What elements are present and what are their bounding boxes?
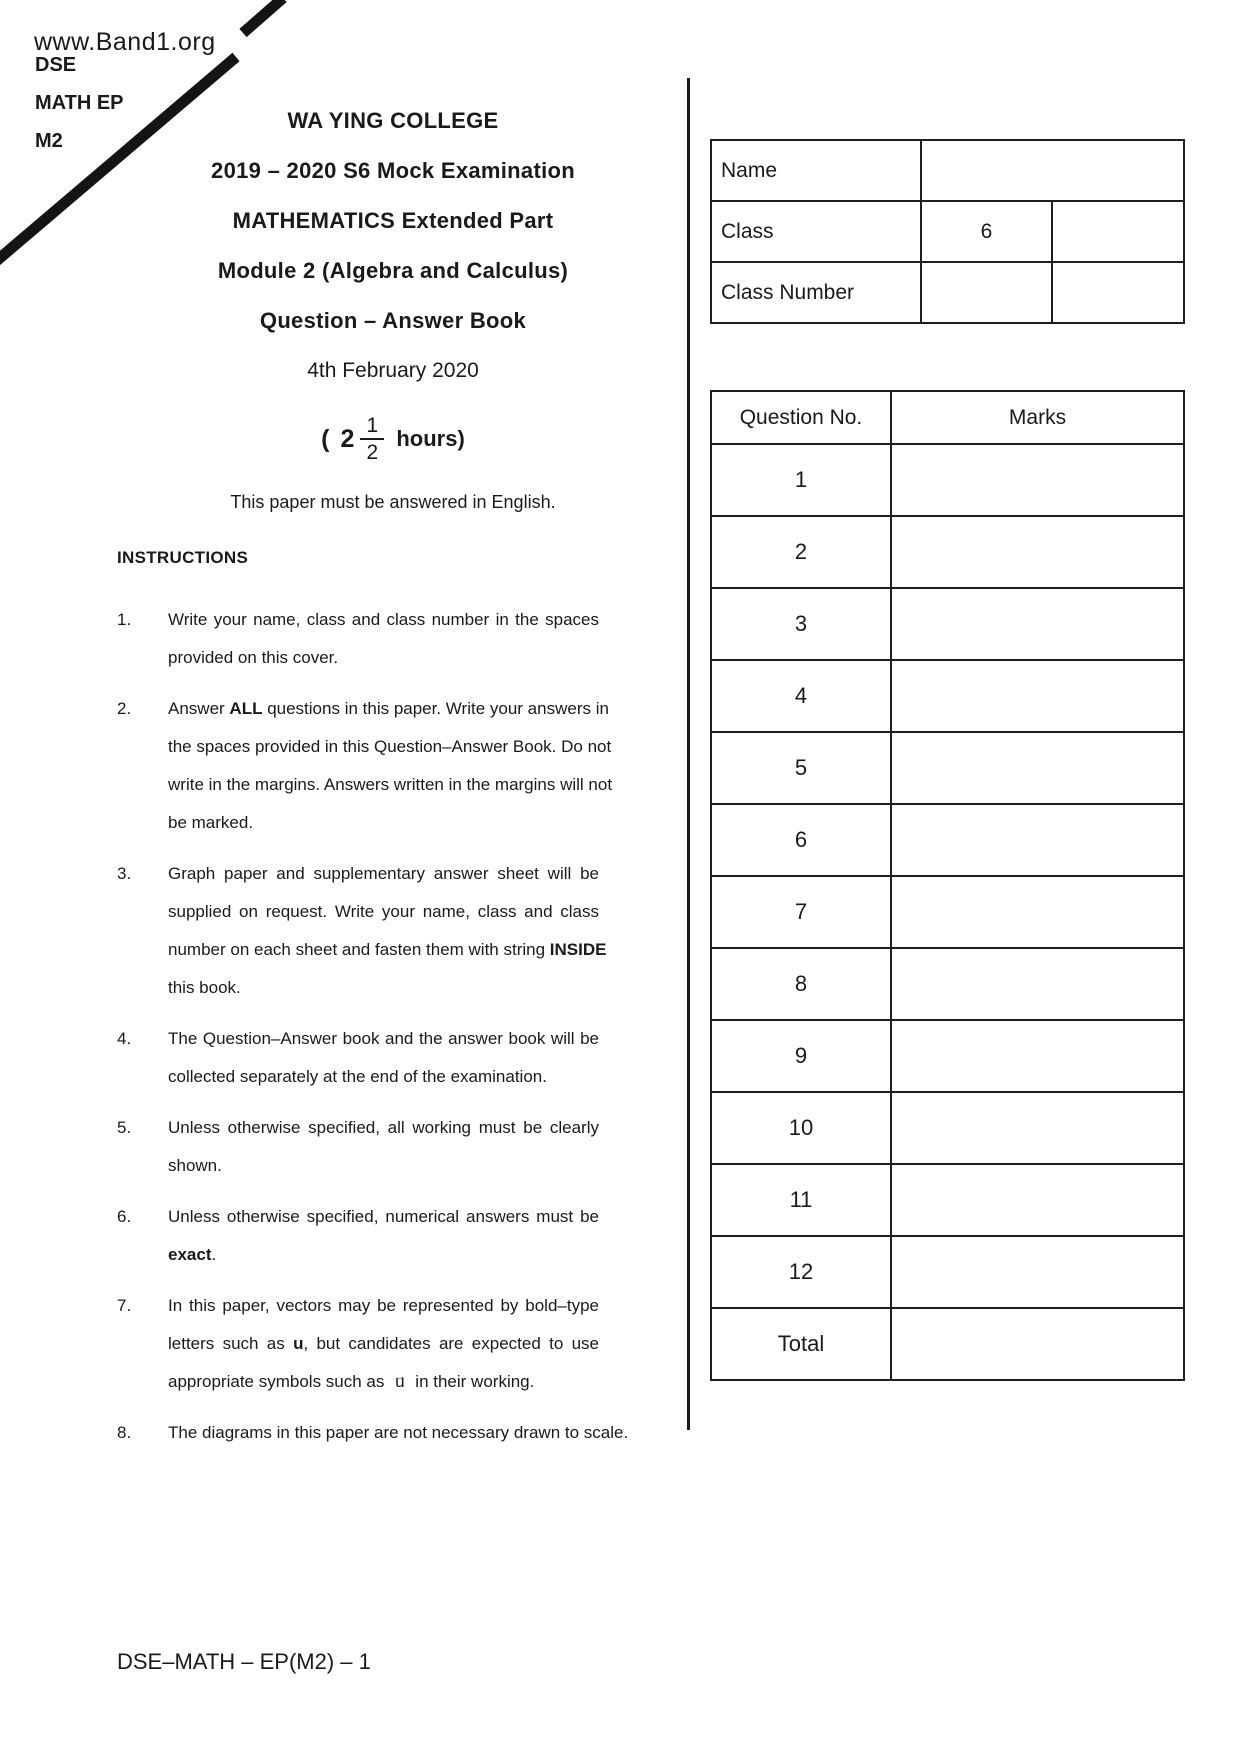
marks-row [711, 588, 1184, 660]
info-row-class-number [711, 262, 1184, 323]
question-number-cell: 12 [711, 1236, 891, 1308]
instruction-text: In this paper, vectors may be represented by bold–type letters such as u, but candidates are expected to use appropriate symbols such as → u in their working. [168, 1287, 599, 1401]
question-number-cell: 4 [711, 660, 891, 732]
marks-value-cell [891, 516, 1184, 588]
instructions-list [117, 601, 629, 1452]
instruction-item [117, 690, 613, 842]
question-no-header: Question No. [711, 391, 891, 444]
question-number-cell: 6 [711, 804, 891, 876]
info-row-name [711, 140, 1184, 201]
question-number-cell: 1 [711, 444, 891, 516]
instruction-item [117, 1414, 629, 1452]
question-number-cell: 3 [711, 588, 891, 660]
marks-row [711, 1092, 1184, 1164]
exam-code-dse: DSE [35, 54, 77, 76]
class-label: Class [711, 201, 921, 262]
marks-row [711, 876, 1184, 948]
exam-code-subject: MATH EP [35, 92, 124, 114]
class-extra-cell [1052, 201, 1184, 262]
instruction-number: 7. [117, 1296, 132, 1315]
marks-row [711, 660, 1184, 732]
class-value-cell: 6 [921, 201, 1052, 262]
instruction-item [117, 601, 599, 677]
marks-value-cell [891, 804, 1184, 876]
module-title: Module 2 (Algebra and Calculus) [217, 258, 569, 283]
instruction-number: 6. [117, 1207, 132, 1226]
instructions-heading: INSTRUCTIONS [117, 548, 249, 567]
marks-row [711, 732, 1184, 804]
fraction-denominator: 2 [360, 438, 384, 465]
instruction-text: Write your name, class and class number in the spaces provided on this cover. [168, 610, 599, 667]
marks-value-cell [891, 1164, 1184, 1236]
instruction-item [117, 1198, 599, 1274]
marks-row [711, 516, 1184, 588]
marks-row [711, 1164, 1184, 1236]
instruction-number: 4. [117, 1029, 132, 1048]
class-number-value-cell [921, 262, 1052, 323]
instruction-text: Graph paper and supplementary answer sheet will be supplied on request. Write your name, class and class number on each sheet and fasten them with string INSIDE this book. [168, 864, 607, 997]
marks-header-row [711, 391, 1184, 444]
watermark-site-label: www.Band1.org [30, 27, 223, 59]
marks-row [711, 948, 1184, 1020]
instruction-text: The diagrams in this paper are not necessary drawn to scale. [168, 1423, 629, 1442]
instruction-item [117, 855, 607, 1007]
question-number-cell: 5 [711, 732, 891, 804]
marks-header: Marks [891, 391, 1184, 444]
duration-fraction [360, 413, 384, 465]
class-number-label: Class Number [711, 262, 921, 323]
question-number-cell: 8 [711, 948, 891, 1020]
name-label: Name [711, 140, 921, 201]
duration-unit: hours) [396, 426, 465, 451]
exam-code-module: M2 [35, 130, 63, 152]
instruction-text: Unless otherwise specified, all working must be clearly shown. [168, 1118, 599, 1175]
marks-value-cell [891, 732, 1184, 804]
total-row [711, 1308, 1184, 1380]
language-note: This paper must be answered in English. [230, 492, 556, 512]
marks-value-cell [891, 948, 1184, 1020]
marks-value-cell [891, 1092, 1184, 1164]
marks-value-cell [891, 444, 1184, 516]
title-block [97, 96, 689, 513]
question-number-cell: 10 [711, 1092, 891, 1164]
exam-title: 2019 – 2020 S6 Mock Examination [211, 158, 575, 183]
marks-row [711, 804, 1184, 876]
instruction-item [117, 1287, 599, 1401]
instruction-number: 3. [117, 864, 132, 883]
marks-row [711, 444, 1184, 516]
question-number-cell: 2 [711, 516, 891, 588]
marks-row [711, 1236, 1184, 1308]
instruction-number: 8. [117, 1423, 132, 1442]
marks-value-cell [891, 588, 1184, 660]
fraction-numerator: 1 [366, 414, 379, 437]
school-name: WA YING COLLEGE [287, 108, 499, 133]
instruction-item [117, 1020, 599, 1096]
question-number-cell: 11 [711, 1164, 891, 1236]
page-footer-label: DSE–MATH – EP(M2) – 1 [117, 1649, 371, 1674]
duration-prefix: ( 2 [321, 424, 357, 453]
book-title: Question – Answer Book [259, 308, 527, 333]
subject-title: MATHEMATICS Extended Part [232, 208, 554, 233]
instruction-text: Answer ALL questions in this paper. Write your answers in the spaces provided in this Question–Answer Book. Do not write in the margins. Answers written in the margins will not be marked. [168, 699, 613, 832]
class-number-extra-cell [1052, 262, 1184, 323]
name-value-cell [921, 140, 1184, 201]
exam-code-block [35, 52, 124, 166]
question-number-cell: 7 [711, 876, 891, 948]
marks-value-cell [891, 660, 1184, 732]
question-number-cell: 9 [711, 1020, 891, 1092]
instruction-number: 5. [117, 1118, 132, 1137]
instruction-item [117, 1109, 599, 1185]
instruction-number: 2. [117, 699, 132, 718]
total-marks-cell [891, 1308, 1184, 1380]
instruction-text: The Question–Answer book and the answer book will be collected separately at the end of the examination. [168, 1029, 599, 1086]
instruction-text: Unless otherwise specified, numerical answers must be exact. [168, 1207, 599, 1264]
exam-duration [97, 408, 689, 470]
marks-table [710, 390, 1185, 1381]
student-info-table [710, 139, 1185, 324]
exam-date: 4th February 2020 [307, 359, 479, 382]
total-label-cell: Total [711, 1308, 891, 1380]
info-row-class [711, 201, 1184, 262]
marks-value-cell [891, 876, 1184, 948]
vector-u-notation: → u [395, 1372, 404, 1391]
instructions-section [117, 543, 629, 1452]
marks-value-cell [891, 1236, 1184, 1308]
instruction-number: 1. [117, 610, 132, 629]
marks-row [711, 1020, 1184, 1092]
marks-value-cell [891, 1020, 1184, 1092]
